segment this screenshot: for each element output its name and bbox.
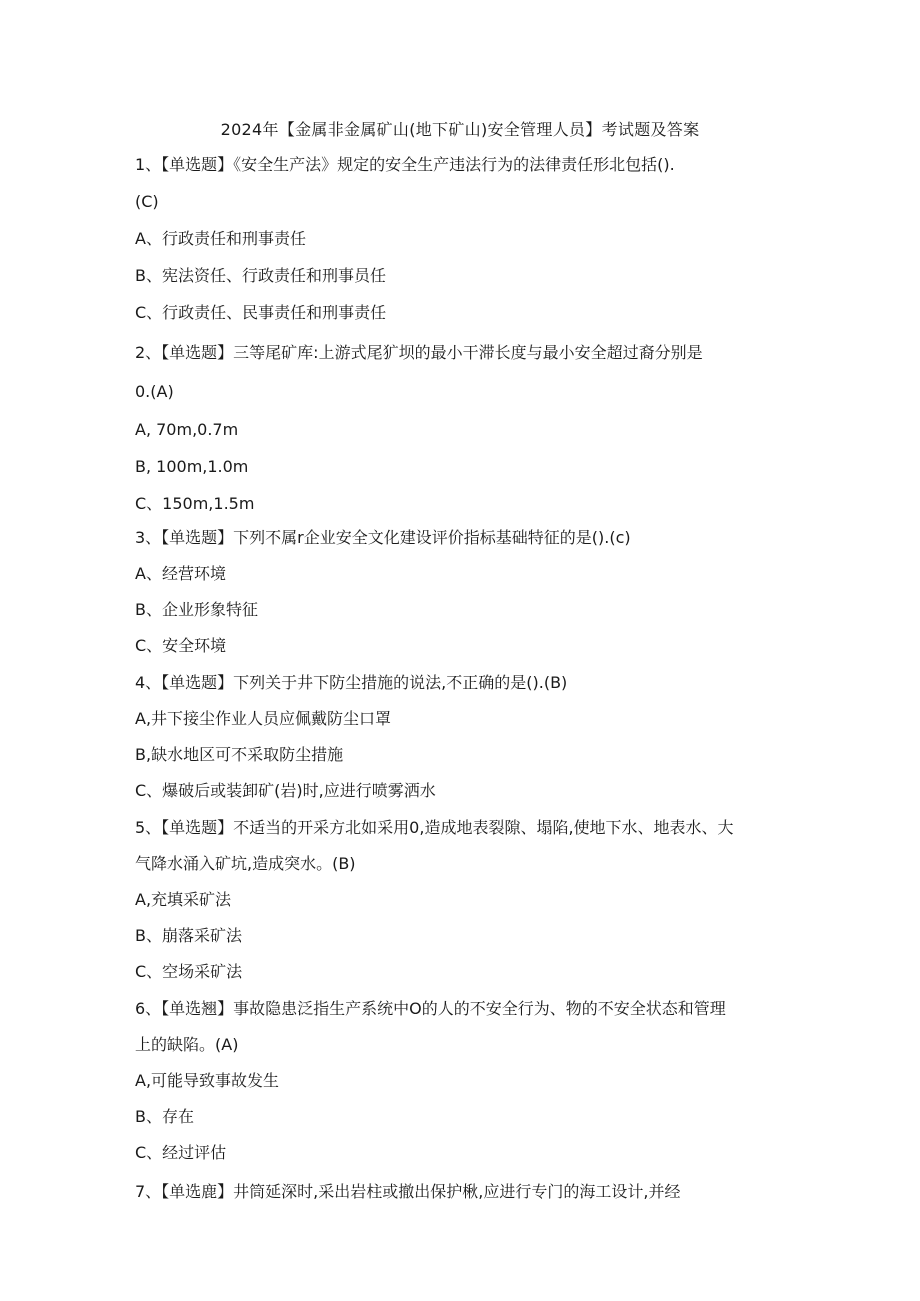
question-2-answer: 0.(A) [135, 382, 174, 401]
question-1-stem: 1、【单选题】《安全生产法》规定的安全生产违法行为的法律责任形北包括(). [135, 155, 675, 174]
question-4-option-a: A,井下接尘作业人员应佩戴防尘口罩 [135, 709, 392, 728]
question-7-stem: 7、【单选鹿】井筒延深时,采出岩柱或撤出保护楸,应进行专门的海工设计,并经 [135, 1182, 681, 1201]
question-3-option-a: A、经营环境 [135, 564, 226, 583]
question-4-option-b: B,缺水地区可不采取防尘措施 [135, 745, 344, 764]
question-6-stem-cont: 上的缺陷。(A) [135, 1035, 239, 1054]
question-5-stem: 5、【单选题】不适当的开采方北如采用0,造成地表裂隙、塌陷,使地下水、地表水、大 [135, 818, 734, 837]
question-3-stem: 3、【单选题】下列不属r企业安全文化建设评价指标基础特征的是().(c) [135, 528, 631, 547]
question-5-option-c: C、空场采矿法 [135, 962, 243, 981]
question-3-option-c: C、安全环境 [135, 636, 227, 655]
question-6-stem: 6、【单选翘】事故隐患泛指生产系统中O的人的不安全行为、物的不安全状态和管理 [135, 999, 726, 1018]
question-5-stem-cont: 气降水涌入矿坑,造成突水。(B) [135, 854, 356, 873]
question-6-option-c: C、经过评估 [135, 1143, 227, 1162]
question-5-option-a: A,充填采矿法 [135, 890, 232, 909]
question-6-option-b: B、存在 [135, 1107, 194, 1126]
question-2-stem: 2、【单选题】三等尾矿库:上游式尾犷坝的最小干滞长度与最小安全超过裔分别是 [135, 343, 703, 362]
question-4-option-c: C、爆破后或装卸矿(岩)时,应进行喷雾洒水 [135, 781, 436, 800]
question-1-answer: (C) [135, 192, 159, 211]
question-5-option-b: B、崩落采矿法 [135, 926, 242, 945]
question-2-option-c: C、150m,1.5m [135, 494, 255, 513]
question-4-stem: 4、【单选题】下列关于井下防尘措施的说法,不正确的是().(B) [135, 673, 568, 692]
question-2-option-b: B, 100m,1.0m [135, 457, 249, 476]
question-1-option-c: C、行政责任、民事责任和刑事责任 [135, 303, 387, 322]
question-2-option-a: A, 70m,0.7m [135, 420, 239, 439]
question-1-option-b: B、宪法资任、行政责任和刑事员任 [135, 266, 386, 285]
question-6-option-a: A,可能导致事故发生 [135, 1071, 280, 1090]
question-3-option-b: B、企业形象特征 [135, 600, 258, 619]
question-1-option-a: A、行政责任和刑事责任 [135, 229, 306, 248]
document-title: 2024年【金属非金属矿山(地下矿山)安全管理人员】考试题及答案 [220, 120, 700, 139]
